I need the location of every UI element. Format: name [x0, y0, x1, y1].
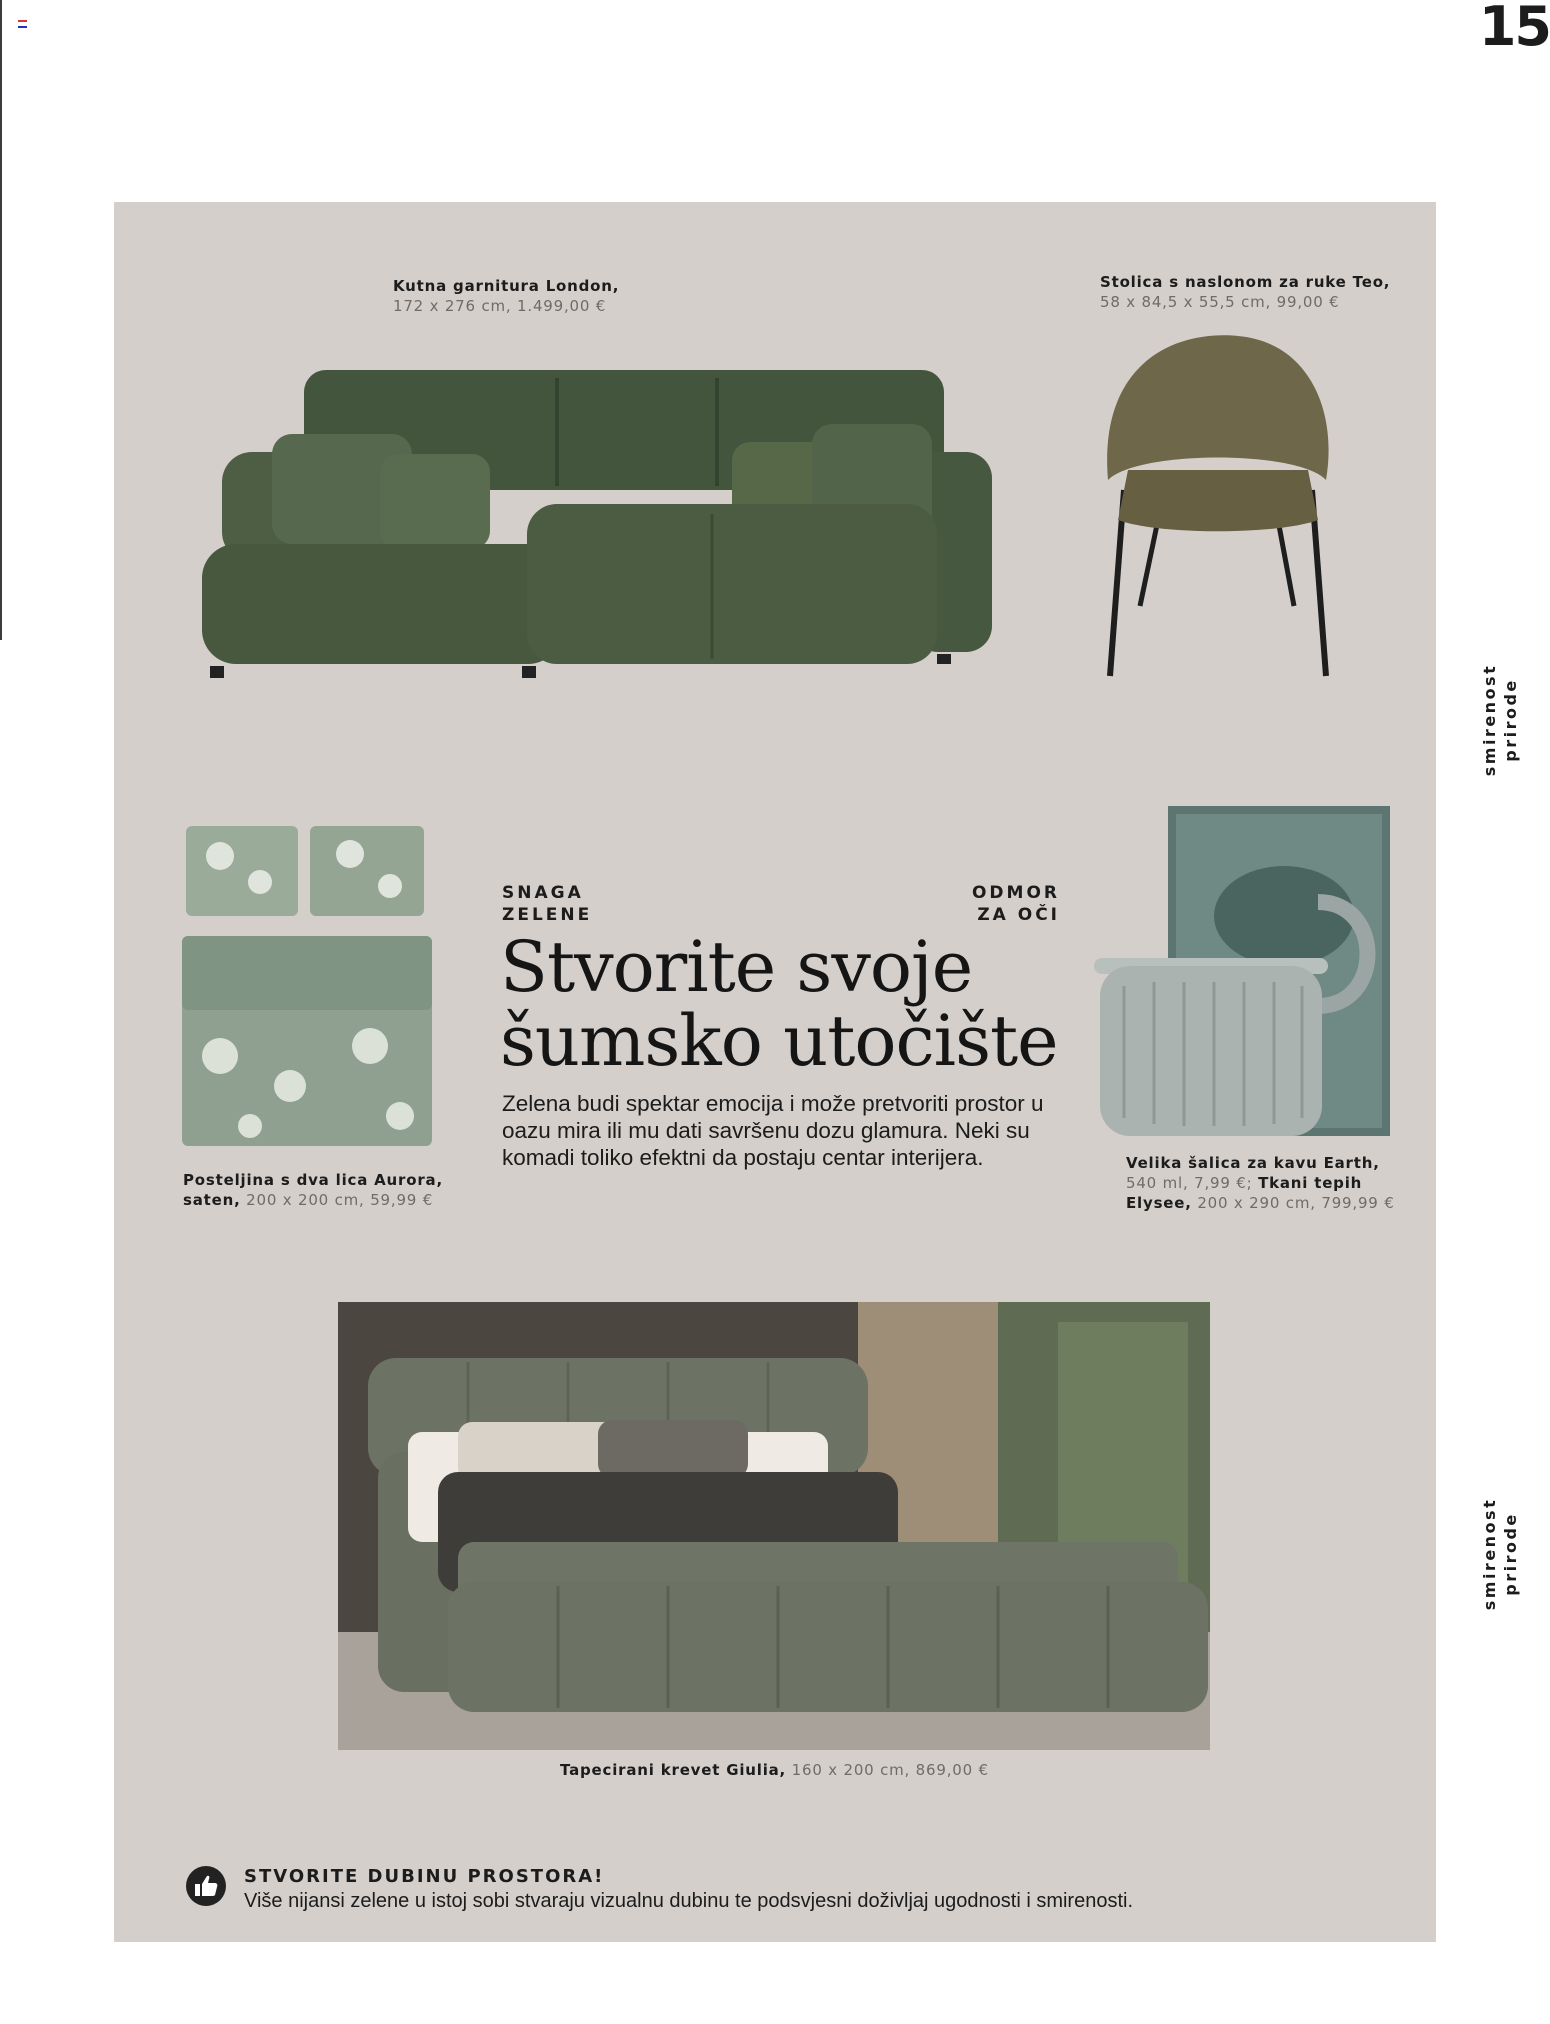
sofa-caption: Kutna garnitura London, 172 x 276 cm, 1.499,00 € — [393, 277, 620, 315]
lead-paragraph: Zelena budi spektar emocija i može pretvoriti prostor u oazu mira ili mu dati savršenu dozu glamura. Neki su komadi toliko efektni da postaju centar interijera. — [502, 1091, 1044, 1170]
kicker-left: SNAGA ZELENE — [502, 883, 593, 925]
kicker-right: ODMOR ZA OČI — [971, 883, 1060, 925]
section-tab-word-2: prirode — [1501, 678, 1521, 762]
mug-and-rug-image — [1094, 806, 1394, 1136]
section-tab-bottom — [1470, 1494, 1530, 1614]
bed-caption: Tapecirani krevet Giulia, 160 x 200 cm, 869,00 € — [560, 1761, 989, 1779]
thumbs-up-icon — [186, 1866, 226, 1906]
section-tab-word-2: prirode — [1501, 1512, 1521, 1596]
upholstered-bed-image — [338, 1302, 1210, 1750]
tip-text: Više nijansi zelene u istoj sobi stvaraju vizualnu dubinu te podsvjesni doživljaj ugodnosti i smirenosti. — [244, 1890, 1134, 1912]
section-tab-word-1: smirenost — [1480, 663, 1500, 777]
armchair-image — [1098, 330, 1338, 680]
tip-title: STVORITE DUBINU PROSTORA! — [244, 1866, 605, 1887]
chair-caption: Stolica s naslonom za ruke Teo, 58 x 84,5 x 55,5 cm, 99,00 € — [1100, 273, 1391, 311]
flag-icon — [18, 20, 27, 28]
page-edge-line — [0, 0, 2, 640]
corner-sofa-image — [192, 364, 992, 684]
page-number: 15 — [1478, 0, 1550, 58]
bedding-set-image — [180, 826, 436, 1146]
mug-rug-caption: Velika šalica za kavu Earth, 540 ml, 7,99 €; Tkani tepih Elysee, 200 x 290 cm, 799,99 € — [1126, 1154, 1395, 1212]
section-tab-word-1: smirenost — [1480, 1497, 1500, 1611]
section-tab-top — [1470, 660, 1530, 780]
bedding-caption: Posteljina s dva lica Aurora, saten, 200 x 200 cm, 59,99 € — [183, 1171, 443, 1209]
page-title: Stvorite svoje šumsko utočište — [500, 926, 1058, 1082]
